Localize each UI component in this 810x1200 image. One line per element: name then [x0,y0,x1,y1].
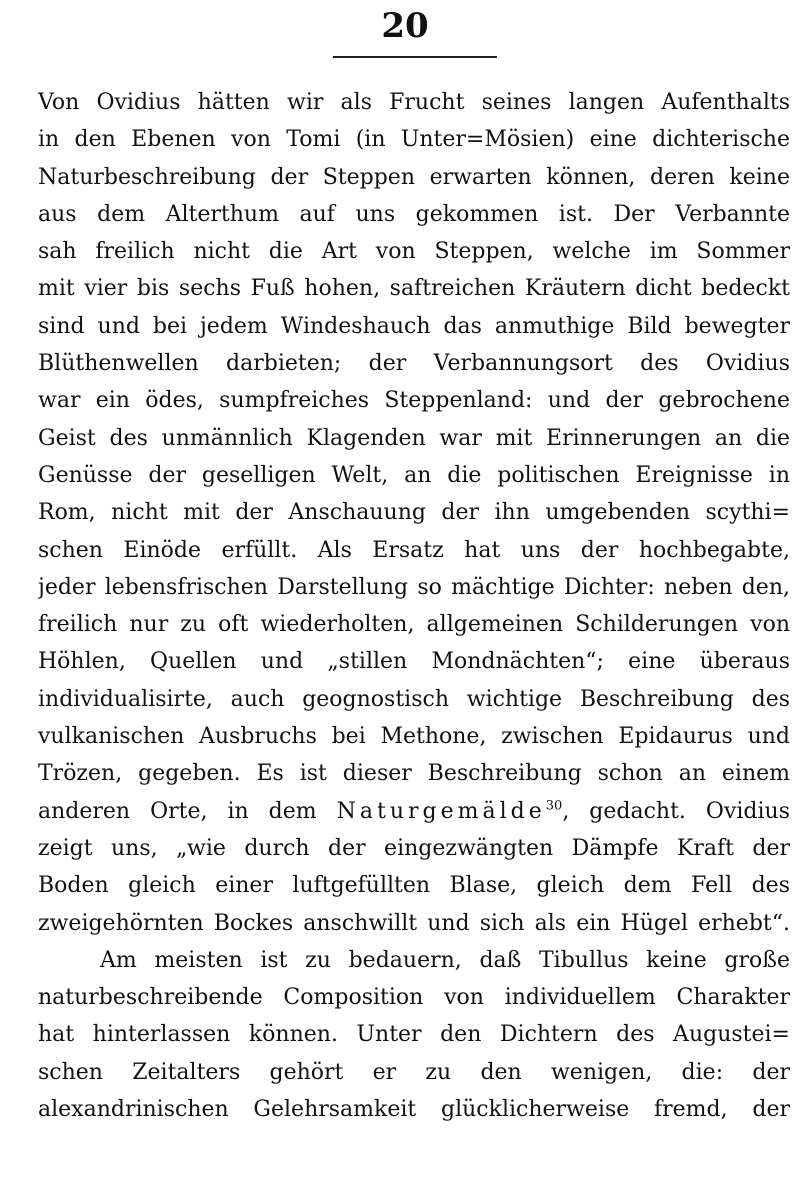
text-line: alexandrinischen Gelehrsamkeit glücklicherweise fremd, der [38,1097,790,1123]
text-line: Von Ovidius hätten wir als Frucht seines langen Aufenthalts [38,90,790,115]
text-line: war ein ödes, sumpfreiches Steppenland: und der gebrochene [38,388,790,414]
text-line: individualisirte, auch geognostisch wichtige Beschreibung des [38,686,790,712]
text-line: Boden gleich einer luftgefüllten Blase, gleich dem Fell des [38,873,790,899]
text-line: freilich nur zu oft wiederholten, allgemeinen Schilderungen von [38,612,790,638]
text-line: Höhlen, Quellen und „stillen Mondnächten“; eine überaus [38,649,790,675]
text-line-with-footnote [38,793,790,830]
header-rule [333,56,497,58]
text-line: aus dem Alterthum auf uns gekommen ist. Der Verbannte [38,201,790,227]
text-line: sind und bei jedem Windeshauch das anmuthige Bild bewegter [38,313,790,339]
text-line: Naturbeschreibung der Steppen erwarten können, deren keine [38,164,790,190]
text-line: Geist des unmännlich Klagenden war mit Erinnerungen an die [38,425,790,451]
text-line: hat hinterlassen können. Unter den Dichtern des Augustei= [38,1022,790,1048]
footnote-reference: 30 [545,798,563,814]
text-line: naturbeschreibende Composition von individuellem Charakter [38,985,790,1011]
text-line: vulkanischen Ausbruchs bei Methone, zwischen Epidaurus und [38,724,790,750]
text-line: schen Einöde erfüllt. Als Ersatz hat uns der hochbegabte, [38,537,790,563]
line-segment: anderen Orte, in dem [38,798,337,824]
text-line: in den Ebenen von Tomi (in Unter=Mösien) eine dichterische [38,127,790,153]
body-text [38,84,790,1128]
page-number: 20 [381,6,429,46]
text-line: jeder lebensfrischen Darstellung so mächtige Dichter: neben den, [38,574,790,600]
text-line: Trözen, gegeben. Es ist dieser Beschreibung schon an einem [38,761,790,787]
text-line: mit vier bis sechs Fuß hohen, saftreichen Kräutern dicht bedeckt [38,276,790,302]
text-line: Genüsse der geselligen Welt, an die politischen Ereignisse in [38,462,790,488]
spaced-title: Naturgemälde [336,798,546,824]
line-segment: , gedacht. Ovidius [562,798,790,824]
text-line: schen Zeitalters gehört er zu den wenigen, die: der [38,1059,790,1085]
text-line: sah freilich nicht die Art von Steppen, welche im Sommer [38,239,790,265]
text-line: Blüthenwellen darbieten; der Verbannungsort des Ovidius [38,351,790,377]
text-line: zweigehörnten Bockes anschwillt und sich als ein Hügel erhebt“. [38,910,790,936]
paragraph-first-line: Am meisten ist zu bedauern, daß Tibullus keine große [100,947,790,973]
text-line: Rom, nicht mit der Anschauung der ihn umgebenden scythi= [38,500,790,526]
text-line: zeigt uns, „wie durch der eingezwängten Dämpfe Kraft der [38,835,790,861]
